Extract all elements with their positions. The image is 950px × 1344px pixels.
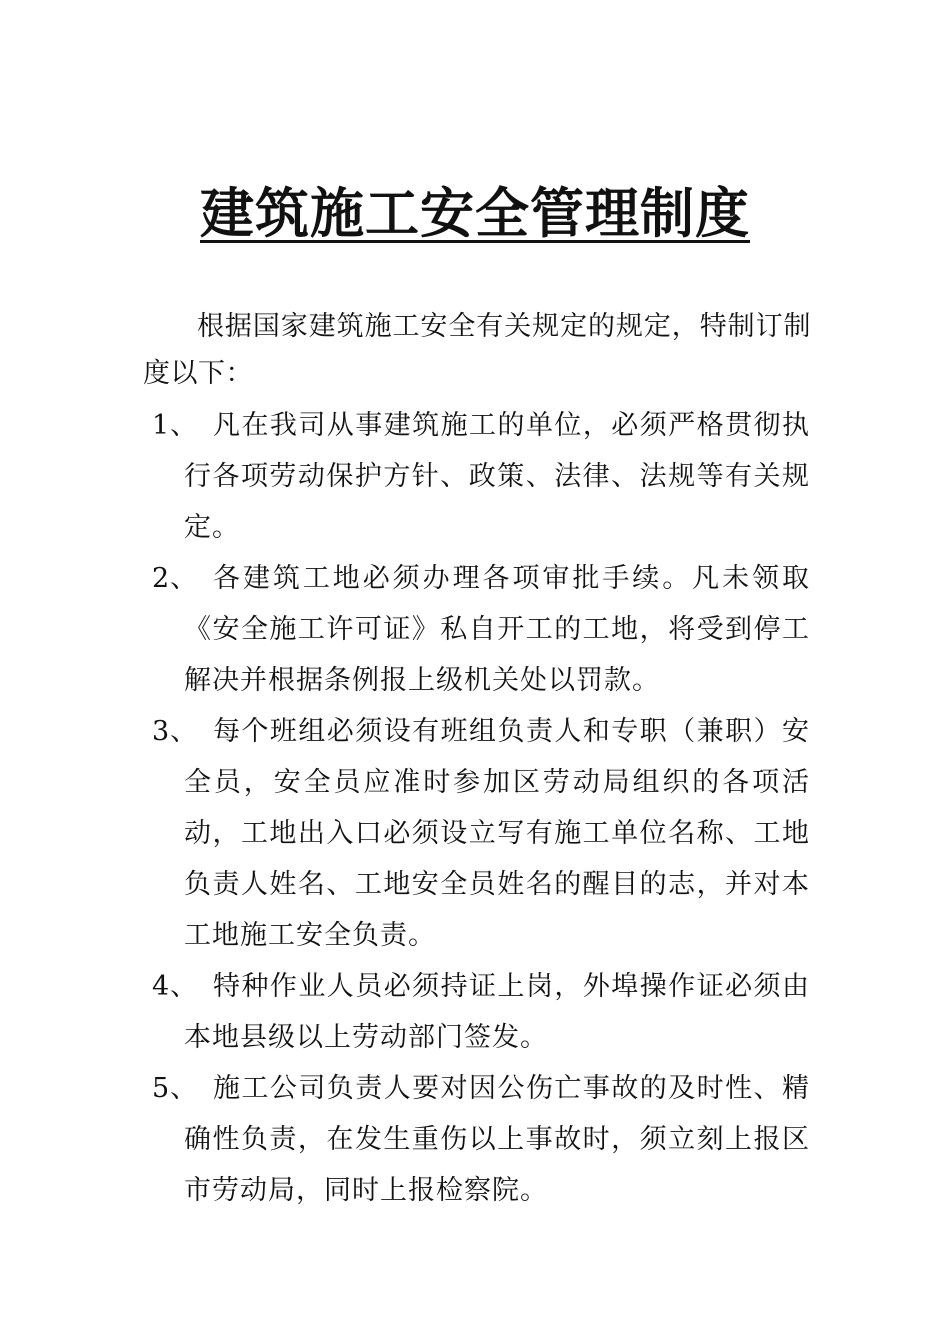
document-title (0, 176, 950, 252)
rule-number: 5、 (152, 1073, 199, 1104)
rule-text: 每个班组必须设有班组负责人和专职（兼职）安全员，安全员应准时参加区劳动局组织的各项活动，工地出入口必须设立写有施工单位名称、工地负责人姓名、工地安全员姓名的醒目的志，并对本工地施工安全负责。 (184, 716, 810, 951)
rule-text: 施工公司负责人要对因公伤亡事故的及时性、精确性负责，在发生重伤以上事故时，须立刻上报区市劳动局，同时上报检察院。 (184, 1073, 810, 1206)
document-title-text: 建筑施工安全管理制度 (200, 182, 750, 245)
rule-number: 3、 (152, 716, 199, 747)
rule-number: 1、 (152, 410, 199, 441)
rule-text: 凡在我司从事建筑施工的单位，必须严格贯彻执行各项劳动保护方针、政策、法律、法规等有关规定。 (184, 410, 810, 543)
rule-item (150, 706, 810, 961)
rule-number: 4、 (152, 971, 199, 1002)
rule-item (150, 1063, 810, 1216)
rule-text: 各建筑工地必须办理各项审批手续。凡未领取《安全施工许可证》私自开工的工地，将受到停工解决并根据条例报上级机关处以罚款。 (184, 563, 810, 696)
rule-text: 特种作业人员必须持证上岗，外埠操作证必须由本地县级以上劳动部门签发。 (184, 971, 810, 1053)
rule-item (150, 961, 810, 1063)
intro-paragraph: 根据国家建筑施工安全有关规定的规定，特制订制度以下： (143, 311, 811, 389)
rule-item (150, 553, 810, 706)
rule-number: 2、 (152, 563, 199, 594)
rules-list (150, 400, 810, 1216)
rule-item (150, 400, 810, 553)
